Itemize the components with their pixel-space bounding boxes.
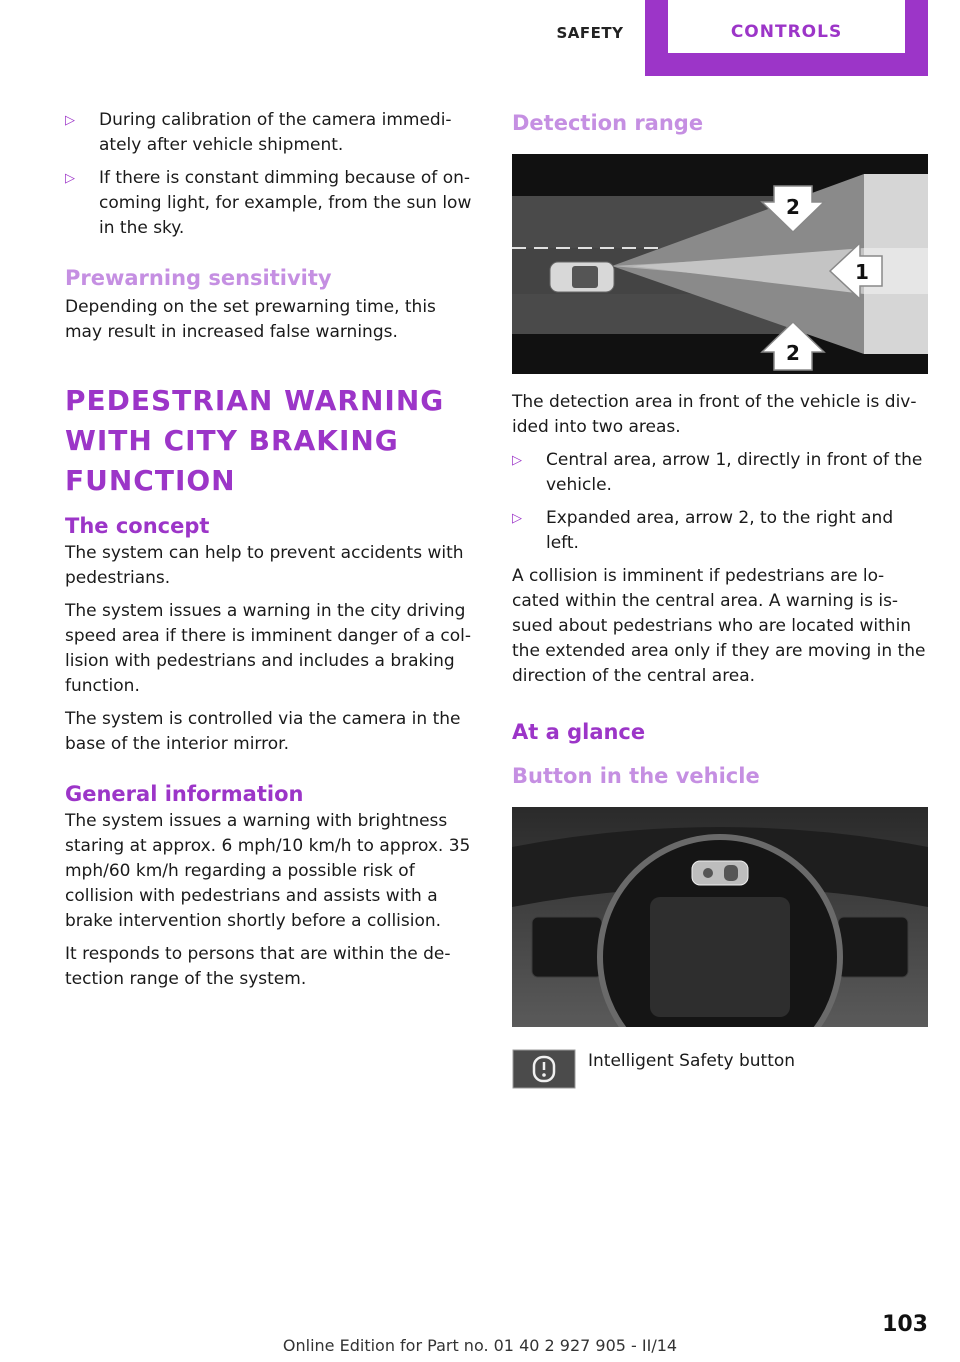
- arrow-label-top: 2: [786, 195, 800, 219]
- header-section-label: SAFETY: [556, 24, 624, 42]
- prewarning-heading: Prewarning sensitivity: [65, 266, 332, 290]
- paragraph: The system is controlled via the camera in the base of the interior mirror.: [65, 709, 461, 754]
- arrow-label-bottom: 2: [786, 341, 800, 365]
- concept-heading: The concept: [65, 514, 210, 538]
- list-item: ▷ Expanded area, arrow 2, to the right and left.: [512, 506, 928, 556]
- prewarning-text: Depending on the set prewarning time, this may result in increased false warnings.: [65, 297, 436, 342]
- detection-heading: Detection range: [512, 111, 704, 135]
- button-heading: Button in the vehicle: [512, 764, 760, 788]
- button-label: Intelligent Safety button: [588, 1051, 796, 1071]
- safety-button-icon: [692, 861, 748, 885]
- glance-heading: At a glance: [512, 720, 646, 744]
- car-icon: [550, 262, 614, 292]
- triangle-bullet-icon: ▷: [65, 113, 75, 128]
- header-tab-label: CONTROLS: [668, 0, 905, 53]
- right-column: [512, 108, 928, 1089]
- general-heading: General information: [65, 782, 304, 806]
- button-legend: [512, 1049, 928, 1089]
- paragraph: A collision is imminent if pedestrians are lo‐cated within the central area. A warning is is‐sued about pedestrians who are located within the extended area only if they are moving in the direction of the central area.: [512, 566, 926, 686]
- paragraph: The system issues a warning with brightness staring at approx. 6 mph/10 km/h to approx. 35 mph/60 km/h regarding a possible risk of collision with pedestrians and assists with a brake intervention shortly before a collision.: [65, 811, 471, 931]
- paragraph: The system issues a warning in the city driving speed area if there is imminent danger of a col‐lision with pedestrians and includes a braking function.: [65, 601, 472, 696]
- list-item: ▷ If there is constant dimming because of on‐coming light, for example, from the sun low in the sky.: [65, 166, 477, 241]
- list-item: ▷ Central area, arrow 1, directly in front of the vehicle.: [512, 448, 928, 498]
- list-item: ▷ During calibration of the camera immedi‐ately after vehicle shipment.: [65, 108, 477, 158]
- intelligent-safety-button-icon: [512, 1049, 576, 1089]
- header-tab: [645, 0, 928, 76]
- paragraph: The detection area in front of the vehicle is div‐ided into two areas.: [512, 392, 917, 437]
- triangle-bullet-icon: ▷: [512, 453, 522, 468]
- paragraph: The system can help to prevent accidents with pedestrians.: [65, 543, 464, 588]
- arrow-label-middle: 1: [855, 260, 869, 284]
- detection-range-diagram: [512, 154, 928, 374]
- footer-text: Online Edition for Part no. 01 40 2 927 905 - II/14: [282, 1336, 678, 1355]
- triangle-bullet-icon: ▷: [65, 171, 75, 186]
- page-number: 103: [882, 1312, 928, 1337]
- paragraph: It responds to persons that are within the de‐tection range of the system.: [65, 944, 451, 989]
- left-column: [65, 108, 477, 1000]
- dashboard-photo: [512, 807, 928, 1027]
- triangle-bullet-icon: ▷: [512, 511, 522, 526]
- section-title: PEDESTRIAN WARNING WITH CITY BRAKING FUNCTION: [65, 384, 445, 497]
